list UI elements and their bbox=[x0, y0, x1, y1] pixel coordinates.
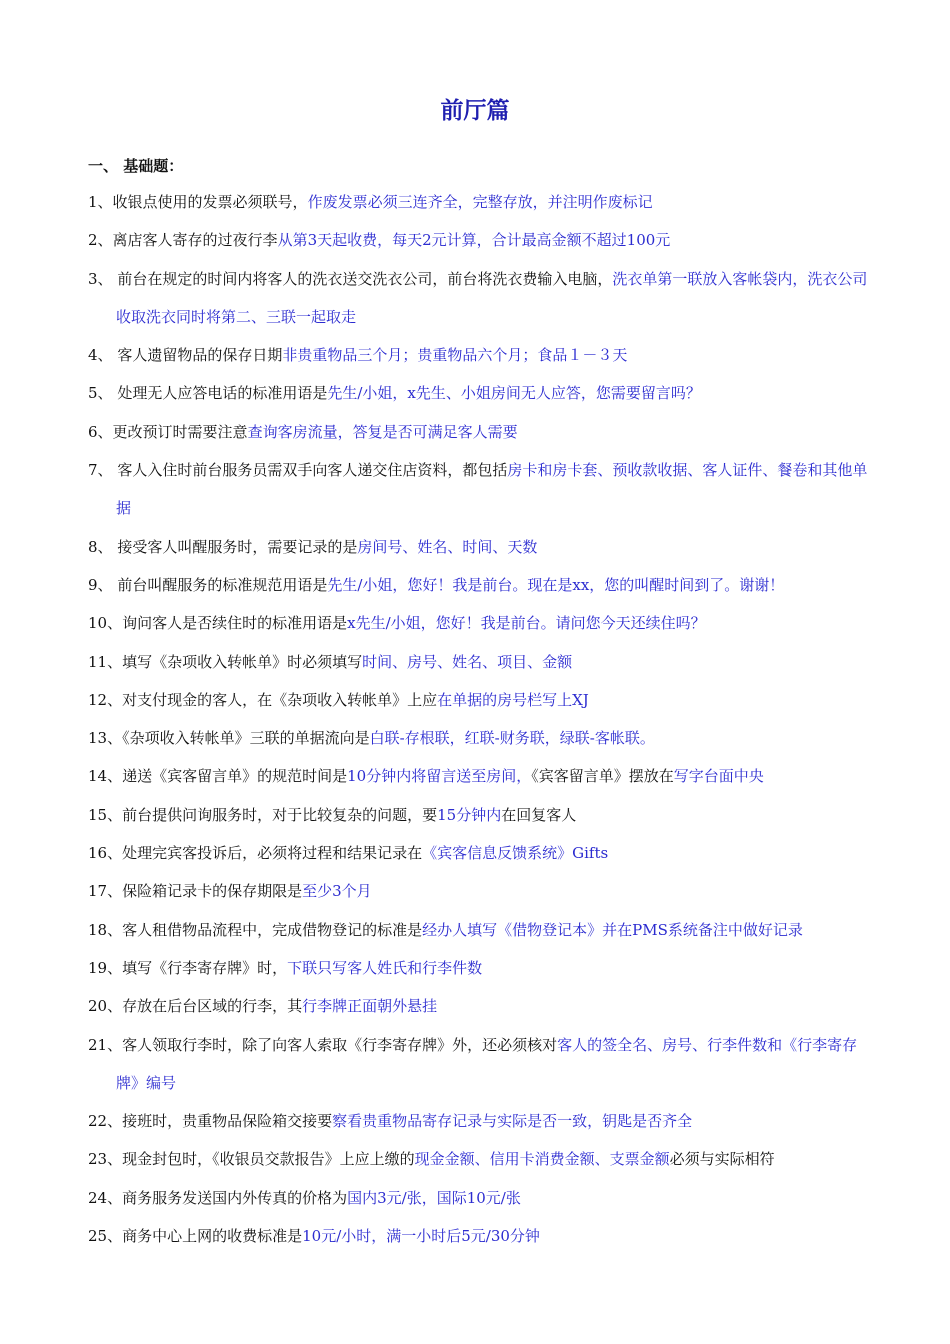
item-number: 10、 bbox=[88, 614, 123, 633]
item-question: 存放在后台区域的行李，其 bbox=[122, 997, 303, 1016]
list-item bbox=[88, 413, 868, 451]
section-heading: 一、 基础题： bbox=[88, 157, 184, 175]
item-answer: 白联-存根联，红联-财务联，绿联-客帐联。 bbox=[369, 729, 655, 748]
item-question: 更改预订时需要注意 bbox=[112, 422, 248, 441]
item-number: 21、 bbox=[88, 1035, 123, 1054]
item-number: 24、 bbox=[88, 1188, 123, 1207]
item-number: 11、 bbox=[88, 652, 123, 671]
list-item bbox=[88, 757, 868, 795]
item-answer: 客人的签全名、房号、行李件数和《行李寄存牌》编号 bbox=[116, 1035, 858, 1092]
item-question: 前台提供问询服务时，对于比较复杂的问题，要 bbox=[122, 805, 438, 824]
item-question: 填写《行李寄存牌》时， bbox=[122, 958, 288, 977]
item-number: 8、 bbox=[88, 537, 118, 556]
list-item bbox=[88, 1179, 868, 1217]
item-question: 递送《宾客留言单》的规范时间是 bbox=[122, 767, 348, 786]
item-answer: 察看贵重物品寄存记录与实际是否一致，钥匙是否齐全 bbox=[332, 1112, 693, 1131]
list-item bbox=[88, 949, 868, 987]
list-item bbox=[88, 1102, 868, 1140]
item-question: 离店客人寄存的过夜行李 bbox=[112, 231, 278, 250]
item-answer: 在单据的房号栏写上XJ bbox=[437, 690, 589, 709]
item-question: 接班时，贵重物品保险箱交接要 bbox=[122, 1112, 333, 1131]
list-item bbox=[88, 834, 868, 872]
list-item bbox=[88, 604, 868, 642]
list-item bbox=[88, 911, 868, 949]
item-question: 商务服务发送国内外传真的价格为 bbox=[122, 1188, 348, 1207]
list-item bbox=[88, 528, 868, 566]
item-answer: 作废发票必须三连齐全，完整存放，并注明作废标记 bbox=[307, 193, 653, 211]
list-item bbox=[88, 681, 868, 719]
item-question: 处理完宾客投诉后，必须将过程和结果记录在 bbox=[122, 844, 423, 863]
item-answer: 房卡和房卡套、预收款收据、客人证件、餐卷和其他单据 bbox=[116, 461, 868, 518]
item-number: 18、 bbox=[88, 920, 123, 939]
item-question-tail: 《宾客留言单》摆放在 bbox=[531, 767, 674, 786]
item-answer: 经办人填写《借物登记本》并在PMS系统备注中做好记录 bbox=[422, 920, 803, 939]
page-title: 前厅篇 bbox=[440, 98, 510, 124]
item-number: 16、 bbox=[88, 844, 123, 863]
list-item bbox=[88, 1217, 868, 1255]
item-number: 6、 bbox=[88, 422, 113, 441]
item-number: 25、 bbox=[88, 1227, 123, 1246]
item-question: 客人遗留物品的保存日期 bbox=[117, 346, 283, 365]
list-item bbox=[88, 872, 868, 910]
item-number: 19、 bbox=[88, 958, 123, 977]
item-question: 处理无人应答电话的标准用语是 bbox=[117, 384, 328, 403]
item-number: 15、 bbox=[88, 805, 123, 824]
item-question: 对支付现金的客人，在《杂项收入转帐单》上应 bbox=[122, 690, 438, 709]
item-answer: 洗衣单第一联放入客帐袋内，洗衣公司收取洗衣同时将第二、三联一起取走 bbox=[116, 269, 868, 326]
item-question: 客人入住时前台服务员需双手向客人递交住店资料，都包括 bbox=[117, 461, 508, 480]
item-number: 13、 bbox=[88, 729, 123, 748]
item-answer: 行李牌正面朝外悬挂 bbox=[302, 997, 438, 1016]
item-answer: 现金金额、信用卡消费金额、支票金额 bbox=[414, 1150, 670, 1169]
item-question-tail: 必须与实际相符 bbox=[669, 1150, 775, 1169]
list-item bbox=[88, 1140, 868, 1178]
item-number: 17、 bbox=[88, 882, 123, 901]
item-number: 3、 bbox=[88, 269, 118, 288]
item-answer: 房间号、姓名、时间、天数 bbox=[357, 537, 538, 556]
item-number: 7、 bbox=[88, 461, 118, 480]
list-item bbox=[88, 643, 868, 681]
item-question: 接受客人叫醒服务时，需要记录的是 bbox=[117, 537, 358, 556]
item-question: 填写《杂项收入转帐单》时必须填写 bbox=[122, 652, 363, 671]
item-number: 23、 bbox=[88, 1150, 123, 1169]
item-answer: 国内3元/张，国际10元/张 bbox=[347, 1188, 521, 1207]
item-number: 1、 bbox=[88, 193, 113, 211]
item-number: 4、 bbox=[88, 346, 118, 365]
list-item bbox=[88, 374, 868, 412]
question-list bbox=[88, 183, 868, 1255]
item-answer: 从第3天起收费，每天2元计算，合计最高金额不超过100元 bbox=[277, 231, 671, 250]
list-item bbox=[88, 221, 868, 259]
item-number: 14、 bbox=[88, 767, 123, 786]
item-question-tail: 在回复客人 bbox=[501, 805, 577, 824]
item-answer: 10分钟内将留言送至房间， bbox=[347, 767, 532, 786]
item-question: 客人租借物品流程中，完成借物登记的标准是 bbox=[122, 920, 423, 939]
item-number: 20、 bbox=[88, 997, 123, 1016]
item-answer: 非贵重物品三个月；贵重物品六个月；食品１－３天 bbox=[282, 346, 628, 365]
item-question: 前台在规定的时间内将客人的洗衣送交洗衣公司，前台将洗衣费输入电脑， bbox=[117, 269, 613, 288]
item-answer: 《宾客信息反馈系统》Gifts bbox=[422, 844, 609, 863]
item-answer: 15分钟内 bbox=[437, 805, 502, 824]
item-answer: x先生/小姐，您好！我是前台。请问您今天还续住吗？ bbox=[347, 614, 706, 633]
item-answer: 查询客房流量，答复是否可满足客人需要 bbox=[247, 422, 518, 441]
item-answer: 先生/小姐，您好！我是前台。现在是xx，您的叫醒时间到了。谢谢！ bbox=[327, 575, 785, 594]
item-answer: 下联只写客人姓氏和行李件数 bbox=[287, 958, 483, 977]
item-number: 22、 bbox=[88, 1112, 123, 1131]
item-question: 现金封包时，《收银员交款报告》上应上缴的 bbox=[122, 1150, 415, 1169]
item-answer-2: 写字台面中央 bbox=[673, 767, 764, 786]
list-item bbox=[88, 183, 868, 221]
item-number: 5、 bbox=[88, 384, 118, 403]
list-item bbox=[88, 719, 868, 757]
item-number: 9、 bbox=[88, 575, 118, 594]
item-answer: 先生/小姐，x先生、小姐房间无人应答，您需要留言吗？ bbox=[327, 384, 701, 403]
item-number: 2、 bbox=[88, 231, 113, 250]
list-item bbox=[88, 260, 868, 337]
item-question: 收银点使用的发票必须联号， bbox=[112, 193, 308, 211]
item-answer: 时间、房号、姓名、项目、金额 bbox=[362, 652, 573, 671]
item-question: 《杂项收入转帐单》三联的单据流向是 bbox=[122, 729, 370, 748]
item-question: 询问客人是否续住时的标准用语是 bbox=[122, 614, 348, 633]
list-item bbox=[88, 796, 868, 834]
item-question: 商务中心上网的收费标准是 bbox=[122, 1227, 303, 1246]
list-item bbox=[88, 451, 868, 528]
list-item bbox=[88, 987, 868, 1025]
item-question: 前台叫醒服务的标准规范用语是 bbox=[117, 575, 328, 594]
item-question: 客人领取行李时，除了向客人索取《行李寄存牌》外，还必须核对 bbox=[122, 1035, 558, 1054]
list-item bbox=[88, 566, 868, 604]
list-item bbox=[88, 336, 868, 374]
item-question: 保险箱记录卡的保存期限是 bbox=[122, 882, 303, 901]
item-answer: 至少3个月 bbox=[302, 882, 372, 901]
item-number: 12、 bbox=[88, 690, 123, 709]
item-answer: 10元/小时，满一小时后5元/30分钟 bbox=[302, 1227, 540, 1246]
list-item bbox=[88, 1026, 868, 1103]
